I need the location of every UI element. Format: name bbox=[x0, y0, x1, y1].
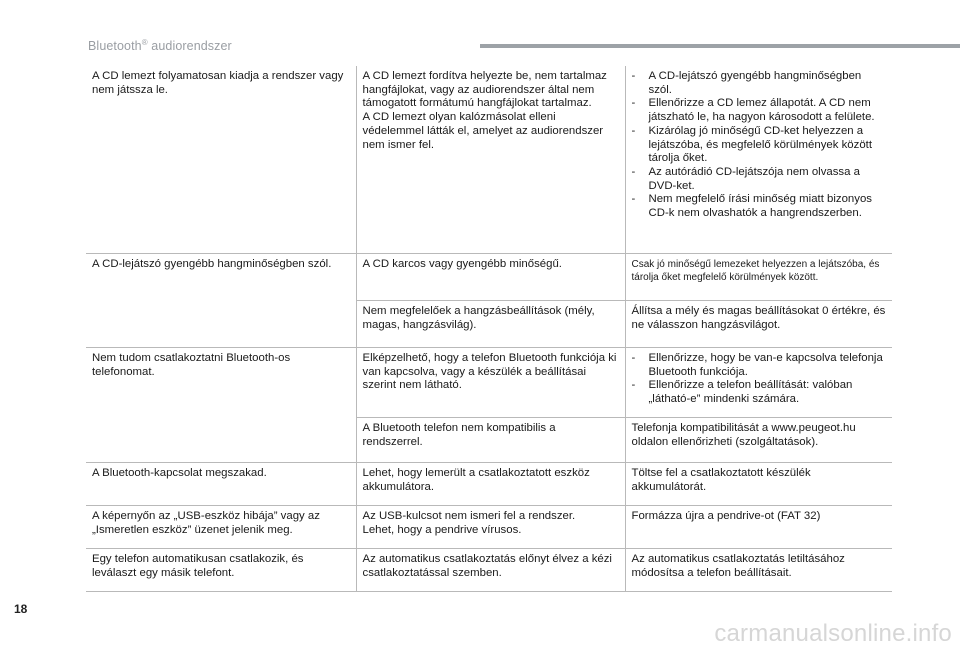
page-header-title bbox=[88, 38, 232, 53]
list-item: - Ellenőrizze a telefon beállítását: valóban „látható-e” mindenki számára. bbox=[632, 379, 887, 406]
solution-cell: Az automatikus csatlakoztatás letiltásához módosítsa a telefon beállításait. bbox=[625, 549, 892, 592]
cause-cell: Az USB-kulcsot nem ismeri fel a rendszer. Lehet, hogy a pendrive vírusos. bbox=[356, 506, 625, 549]
list-item: - Ellenőrizze a CD lemez állapotát. A CD nem játszható le, ha nagyon károsodott a felülete. bbox=[632, 97, 887, 124]
list-item: - A CD-lejátszó gyengébb hangminőségben szól. bbox=[632, 70, 887, 97]
cause-cell: A Bluetooth telefon nem kompatibilis a rendszerrel. bbox=[356, 418, 625, 463]
header-title-suffix: audiorendszer bbox=[147, 39, 232, 54]
table-row bbox=[86, 506, 892, 549]
cause-cell: Lehet, hogy lemerült a csatlakoztatott eszköz akkumulátora. bbox=[356, 463, 625, 506]
table-row bbox=[86, 66, 892, 254]
troubleshooting-table bbox=[86, 66, 892, 592]
problem-cell: A CD-lejátszó gyengébb hangminőségben szól. bbox=[86, 254, 356, 348]
solution-list bbox=[632, 70, 887, 221]
cause-cell: Elképzelhető, hogy a telefon Bluetooth funkciója ki van kapcsolva, vagy a készülék a beállításai szerint nem látható. bbox=[356, 348, 625, 418]
solution-list bbox=[632, 352, 887, 407]
cause-cell: Az automatikus csatlakoztatás előnyt élvez a kézi csatlakoztatással szemben. bbox=[356, 549, 625, 592]
registered-mark: ® bbox=[141, 38, 148, 47]
header-divider-bar bbox=[480, 44, 960, 48]
problem-cell: Egy telefon automatikusan csatlakozik, és leválaszt egy másik telefont. bbox=[86, 549, 356, 592]
list-item: - Ellenőrizze, hogy be van-e kapcsolva telefonja Bluetooth funkciója. bbox=[632, 352, 887, 379]
solution-cell: Csak jó minőségű lemezeket helyezzen a lejátszóba, és tárolja őket megfelelő körülmények között. bbox=[625, 254, 892, 301]
problem-cell: Nem tudom csatlakoztatni Bluetooth-os telefonomat. bbox=[86, 348, 356, 463]
cause-cell: A CD lemezt fordítva helyezte be, nem tartalmaz hangfájlokat, vagy az audiorendszer által nem támogatott formátumú hangfájlokat tartalmaz. A CD lemezt olyan kalózmásolat elleni védelemmel látták el, amelyet az audiorendszer nem ismer fel. bbox=[356, 66, 625, 254]
header-title-text: Bluetooth bbox=[88, 39, 142, 54]
solution-cell: Telefonja kompatibilitását a www.peugeot.hu oldalon ellenőrizheti (szolgáltatások). bbox=[625, 418, 892, 463]
list-item: - Az autórádió CD-lejátszója nem olvassa a DVD-ket. bbox=[632, 166, 887, 193]
solution-cell: Formázza újra a pendrive-ot (FAT 32) bbox=[625, 506, 892, 549]
cause-cell: A CD karcos vagy gyengébb minőségű. bbox=[356, 254, 625, 301]
solution-cell bbox=[625, 348, 892, 418]
table-row bbox=[86, 549, 892, 592]
list-item: - Nem megfelelő írási minőség miatt bizonyos CD-k nem olvashatók a hangrendszerben. bbox=[632, 193, 887, 220]
solution-cell bbox=[625, 66, 892, 254]
page-number: 18 bbox=[14, 602, 28, 616]
solution-cell: Töltse fel a csatlakoztatott készülék akkumulátorát. bbox=[625, 463, 892, 506]
problem-cell: A CD lemezt folyamatosan kiadja a rendszer vagy nem játssza le. bbox=[86, 66, 356, 254]
table-row bbox=[86, 348, 892, 418]
problem-cell: A képernyőn az „USB-eszköz hibája” vagy az „Ismeretlen eszköz” üzenet jelenik meg. bbox=[86, 506, 356, 549]
table-row bbox=[86, 254, 892, 301]
problem-cell: A Bluetooth-kapcsolat megszakad. bbox=[86, 463, 356, 506]
solution-cell: Állítsa a mély és magas beállításokat 0 értékre, és ne válasszon hangzásvilágot. bbox=[625, 301, 892, 348]
cause-cell: Nem megfelelőek a hangzásbeállítások (mély, magas, hangzásvilág). bbox=[356, 301, 625, 348]
watermark-text: carmanualsonline.info bbox=[714, 620, 952, 647]
list-item: - Kizárólag jó minőségű CD-ket helyezzen a lejátszóba, és megfelelő körülmények között tárolja őket. bbox=[632, 125, 887, 166]
table-row bbox=[86, 463, 892, 506]
